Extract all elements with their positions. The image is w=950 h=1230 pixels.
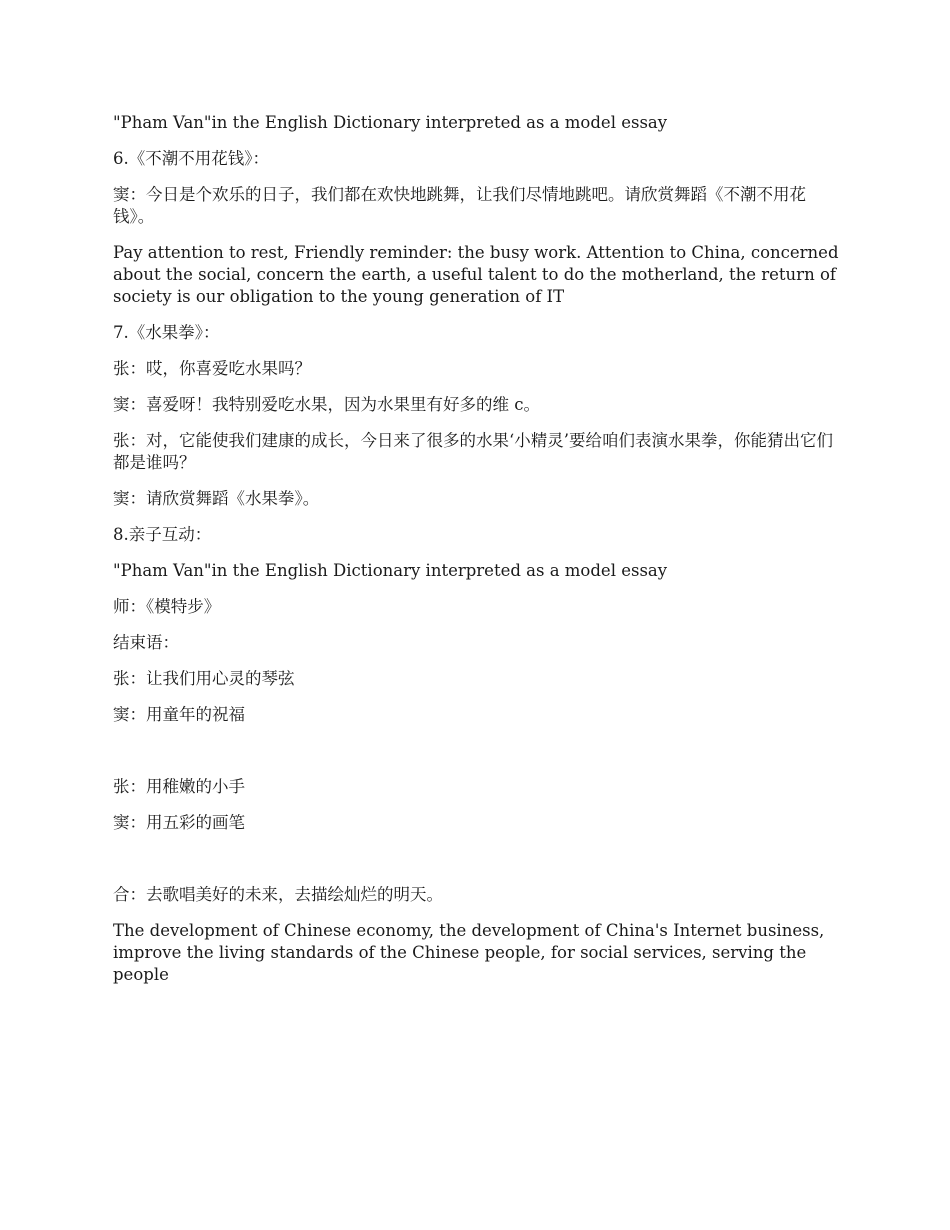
model-essay-line: "Pham Van"in the English Dictionary interpreted as a model essay <box>113 561 668 580</box>
dialogue-line: 窦：请欣赏舞蹈《水果拳》。 <box>113 489 320 508</box>
closing-heading: 结束语： <box>113 633 179 652</box>
dialogue-line: 张：哎，你喜爱吃水果吗？ <box>113 359 311 378</box>
blank-line <box>113 740 843 762</box>
dialogue-line: 师：《模特步》 <box>113 597 221 616</box>
dialogue-line: 张：对，它能使我们建康的成长，今日来了很多的水果‘小精灵’要给咱们表演水果拳，你能猜出它们都是谁吗？ <box>113 431 833 472</box>
blank-line <box>113 848 843 870</box>
section-heading-8: 8.亲子互动： <box>113 525 212 544</box>
section-heading-6: 6.《不潮不用花钱》： <box>113 149 269 168</box>
development-paragraph: The development of Chinese economy, the development of China's Internet business, improve the living standards of the Chinese people, for social services, serving the people <box>113 921 825 984</box>
dialogue-line: 合：去歌唱美好的未来，去描绘灿烂的明天。 <box>113 885 443 904</box>
dialogue-line: 窦：喜爱呀！我特别爱吃水果，因为水果里有好多的维 c。 <box>113 395 540 414</box>
dialogue-line: 窦：用童年的祝福 <box>113 705 245 724</box>
dialogue-line: 张：让我们用心灵的琴弦 <box>113 669 295 688</box>
section-heading-7: 7.《水果拳》： <box>113 323 220 342</box>
reminder-paragraph: Pay attention to rest, Friendly reminder: the busy work. Attention to China, concerned about the social, concern the earth, a useful talent to do the motherland, the return of society is our obligation to the young generation of IT <box>113 243 839 306</box>
dialogue-line: 窦：用五彩的画笔 <box>113 813 245 832</box>
model-essay-line: "Pham Van"in the English Dictionary interpreted as a model essay <box>113 113 668 132</box>
dialogue-line: 张：用稚嫩的小手 <box>113 777 245 796</box>
dialogue-line: 窦：今日是个欢乐的日子，我们都在欢快地跳舞，让我们尽情地跳吧。请欣赏舞蹈《不潮不用花钱》。 <box>113 185 806 226</box>
document-page <box>113 112 843 1000</box>
